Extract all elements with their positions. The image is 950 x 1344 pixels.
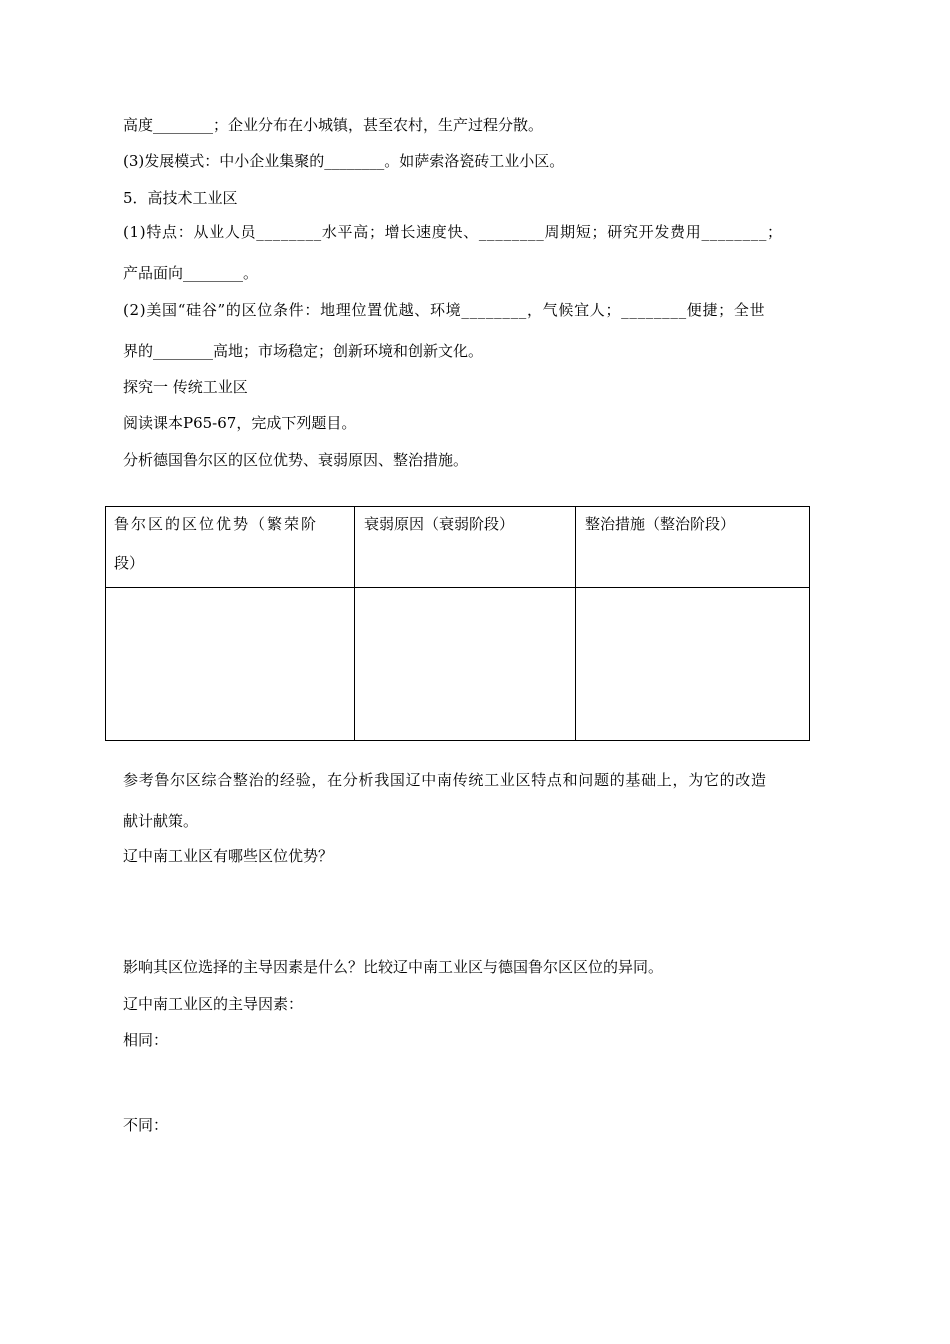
- table-header-divider: [106, 587, 809, 588]
- text-line-10: 分析德国鲁尔区的区位优势、衰弱原因、整治措施。: [123, 451, 469, 469]
- table-cell-answer-1[interactable]: [107, 589, 353, 739]
- table-header-location-advantage: 鲁尔区的区位优势（繁荣阶: [114, 515, 319, 533]
- answer-label-similarities: 相同：: [123, 1031, 169, 1049]
- question-2: 影响其区位选择的主导因素是什么？比较辽中南工业区与德国鲁尔区区位的异同。: [123, 958, 664, 976]
- ruhr-analysis-table: [105, 506, 810, 741]
- table-cell-answer-2[interactable]: [356, 589, 574, 739]
- answer-label-dominant-factor: 辽中南工业区的主导因素：: [123, 995, 304, 1013]
- text-line-9: 阅读课本P65-67，完成下列题目。: [123, 414, 357, 432]
- question-1: 辽中南工业区有哪些区位优势？: [123, 847, 334, 865]
- text-line-6: (2)美国“硅谷”的区位条件：地理位置优越、环境________，气候宜人；________便捷；全世: [123, 301, 766, 319]
- table-header-location-advantage-cont: 段）: [114, 554, 145, 572]
- text-line-2: (3)发展模式：中小企业集聚的________。如萨索洛瓷砖工业小区。: [123, 152, 565, 170]
- text-line-4: (1)特点：从业人员________水平高；增长速度快、________周期短；研究开发费用________；: [123, 223, 783, 241]
- inquiry-heading: 探究一 传统工业区: [123, 378, 248, 396]
- text-line-12: 献计献策。: [123, 812, 199, 830]
- text-line-1: 高度________；企业分布在小城镇，甚至农村，生产过程分散。: [123, 116, 544, 134]
- table-divider-2: [575, 507, 576, 740]
- text-line-11: 参考鲁尔区综合整治的经验，在分析我国辽中南传统工业区特点和问题的基础上，为它的改造: [123, 771, 767, 789]
- table-header-remediation: 整治措施（整治阶段）: [585, 515, 736, 533]
- section-heading: 5．高技术工业区: [123, 189, 238, 207]
- table-divider-1: [354, 507, 355, 740]
- text-line-7: 界的________高地；市场稳定；创新环境和创新文化。: [123, 342, 484, 360]
- table-header-decline-reason: 衰弱原因（衰弱阶段）: [364, 515, 515, 533]
- answer-label-differences: 不同：: [123, 1116, 169, 1134]
- table-cell-answer-3[interactable]: [577, 589, 808, 739]
- text-line-5: 产品面向________。: [123, 264, 259, 282]
